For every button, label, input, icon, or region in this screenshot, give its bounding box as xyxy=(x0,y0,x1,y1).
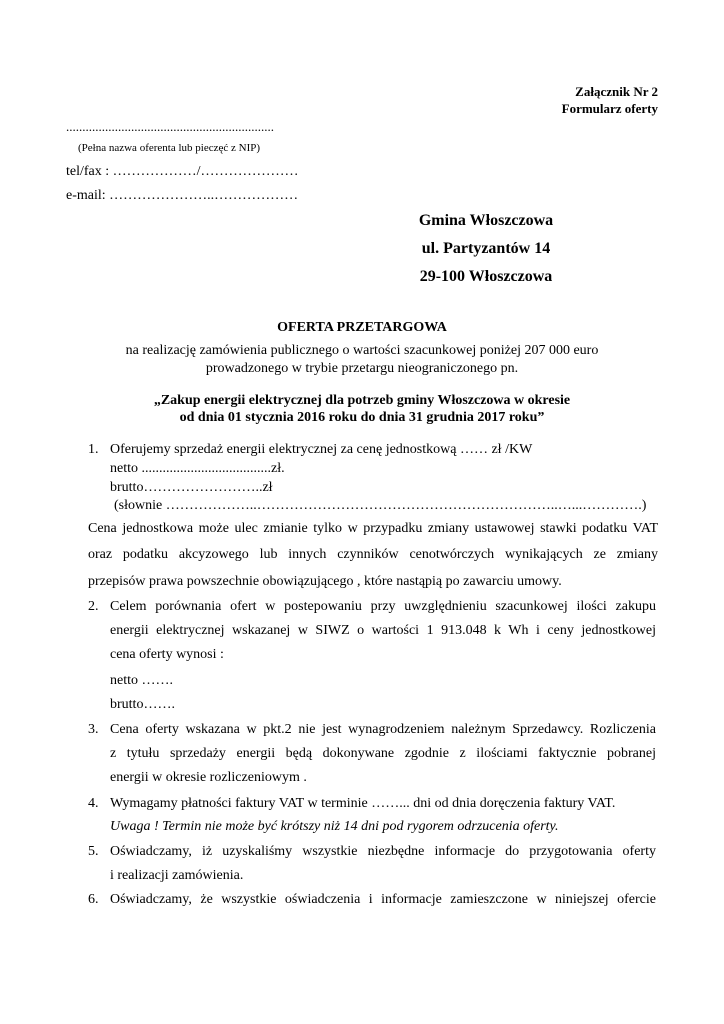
item-1-line1: Oferujemy sprzedaż energii elektrycznej za cenę jednostkową …… zł /KW xyxy=(110,442,533,457)
item-2-line3: cena oferty wynosi : xyxy=(110,647,224,662)
item-5-number: 5. xyxy=(88,844,99,859)
item-3-line3: energii w okresie rozliczeniowym . xyxy=(110,770,307,785)
attachment-number: Załącznik Nr 2 xyxy=(575,84,658,99)
item-3-number: 3. xyxy=(88,722,99,737)
item-1-number: 1. xyxy=(88,442,99,457)
offer-subject-line2: od dnia 01 stycznia 2016 roku do dnia 31 grudnia 2017 roku” xyxy=(179,410,545,425)
item-4-line1: Wymagamy płatności faktury VAT w terminie ……... dni od dnia doręczenia faktury VAT. xyxy=(110,796,616,811)
item-2-line1: Celem porównania ofert w postepowaniu przy uwzględnieniu szacunkowej ilości zakupu xyxy=(110,599,656,614)
item-1-words: (słownie ………………..………………………………………………………..…...………….) xyxy=(114,498,647,513)
item-6-line1: Oświadczamy, że wszystkie oświadczenia i informacje zamieszczone w niniejszej ofercie xyxy=(110,892,656,907)
item-4-warning: Uwaga ! Termin nie może być krótszy niż 14 dni pod rygorem odrzucenia oferty. xyxy=(110,819,559,834)
item-2-number: 2. xyxy=(88,599,99,614)
recipient-name: Gmina Włoszczowa xyxy=(418,212,554,229)
price-note-line2: oraz podatku akcyzowego lub innych czynników cenotwórczych wynikających ze zmiany xyxy=(88,547,658,562)
item-2-netto: netto ……. xyxy=(110,673,173,688)
item-1-brutto: brutto……………………..zł xyxy=(110,480,273,495)
item-4-number: 4. xyxy=(88,796,99,811)
item-6-number: 6. xyxy=(88,892,99,907)
price-note-line3: przepisów prawa powszechnie obowiązującego , które nastąpią po zawarciu umowy. xyxy=(88,574,562,589)
item-5-line2: i realizacji zamówienia. xyxy=(110,868,244,883)
item-3-line2: z tytułu sprzedaży energii będą dokonywane zgodnie z ilościami faktycznie pobranej xyxy=(110,746,656,761)
offer-intro-line2: prowadzonego w trybie przetargu nieograniczonego pn. xyxy=(205,361,519,376)
item-1-netto: netto .....................................zł. xyxy=(110,461,285,476)
recipient-street: ul. Partyzantów 14 xyxy=(421,240,551,257)
telfax-field: tel/fax : ………………/………………… xyxy=(66,164,299,179)
item-2-line2: energii elektrycznej wskazanej w SIWZ o wartości 1 913.048 k Wh i ceny jednostkowej xyxy=(110,623,656,638)
bidder-name-caption: (Pełna nazwa oferenta lub pieczęć z NIP) xyxy=(78,142,261,154)
item-3-line1: Cena oferty wskazana w pkt.2 nie jest wynagrodzeniem należnym Sprzedawcy. Rozliczenia xyxy=(110,722,656,737)
bidder-name-line: ................................................................ xyxy=(66,119,274,134)
item-5-line1: Oświadczamy, iż uzyskaliśmy wszystkie niezbędne informacje do przygotowania oferty xyxy=(110,844,656,859)
offer-intro-line1: na realizację zamówienia publicznego o wartości szacunkowej poniżej 207 000 euro xyxy=(125,343,599,358)
email-field: e-mail: …………………..……………… xyxy=(66,188,299,203)
recipient-city: 29-100 Włoszczowa xyxy=(419,268,553,285)
offer-subject-line1: „Zakup energii elektrycznej dla potrzeb gminy Włoszczowa w okresie xyxy=(153,393,571,408)
form-title: Formularz oferty xyxy=(561,101,658,116)
offer-title: OFERTA PRZETARGOWA xyxy=(277,320,447,335)
item-2-brutto: brutto……. xyxy=(110,697,175,712)
price-note-line1: Cena jednostkowa może ulec zmianie tylko w przypadku zmiany ustawowej stawki podatku VAT xyxy=(88,521,658,536)
